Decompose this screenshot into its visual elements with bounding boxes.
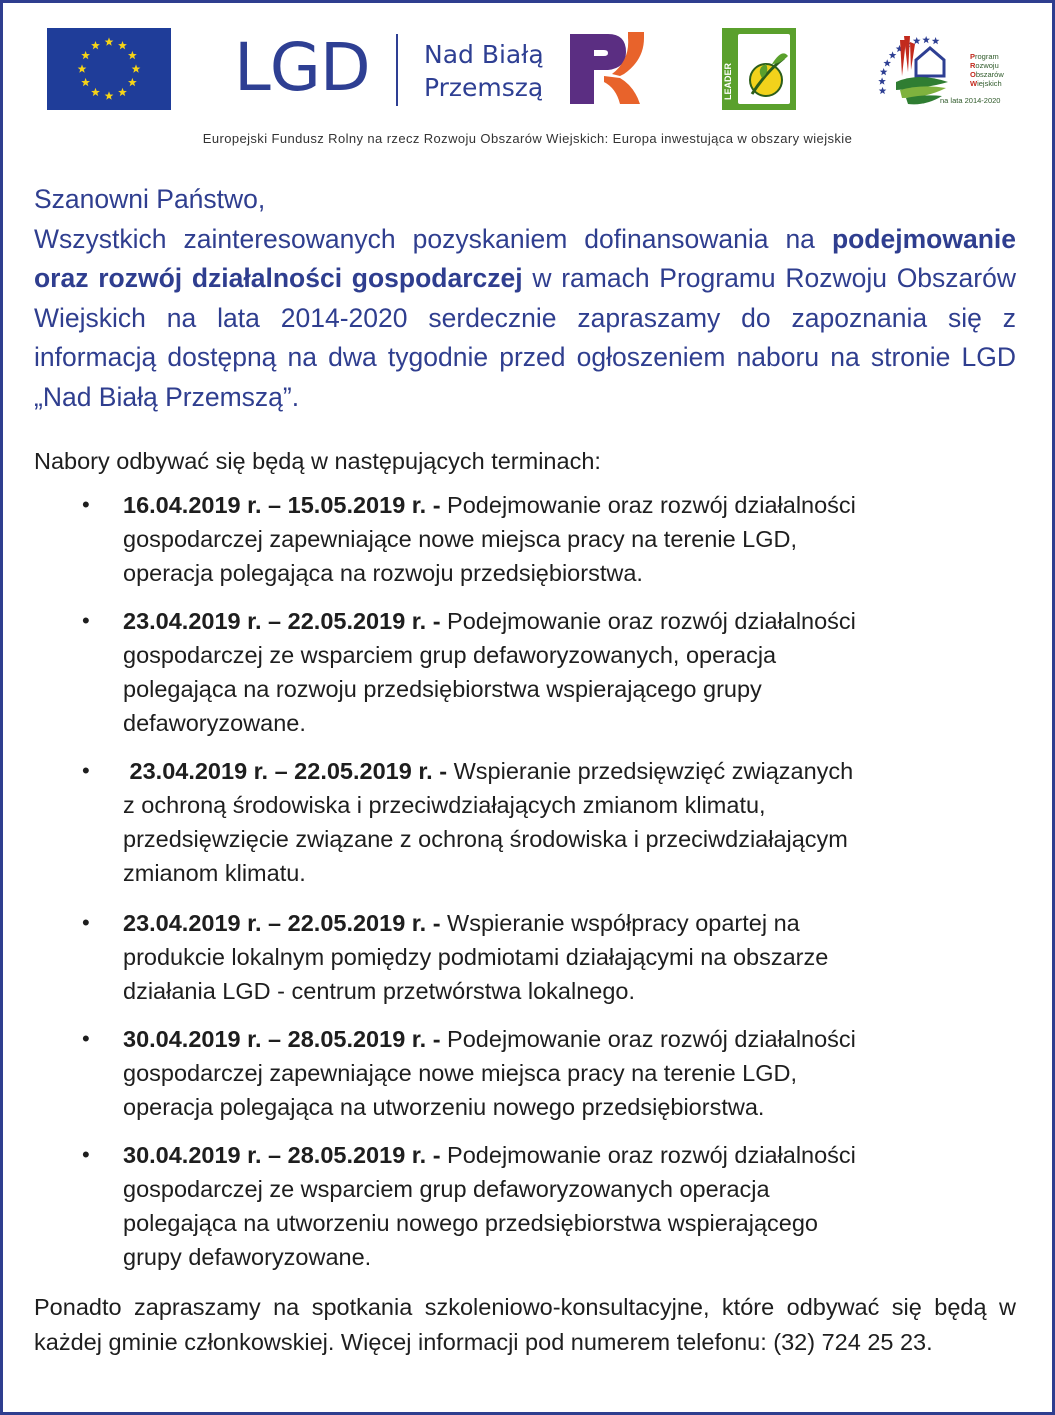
term-dates: 23.04.2019 r. – 22.05.2019 r. - [123,910,441,936]
fund-line: Europejski Fundusz Rolny na rzecz Rozwoju Obszarów Wiejskich: Europa inwestująca w obszary wiejskie [202,131,853,146]
eu-star-icon [128,78,137,86]
prow-star-icon [922,36,930,43]
term-dates: 30.04.2019 r. – 28.05.2019 r. - [123,1026,441,1052]
prow-line3: bszarów [975,70,1004,79]
eu-star-icon [91,41,100,49]
term-text [123,604,1003,740]
leader-logo [722,28,796,110]
prow-line4: iejskich [977,79,1002,88]
lgd-name-line2: Przemszą [424,73,544,102]
lgd-mark-icon [568,30,646,108]
prow-years: na lata 2014-2020 [940,96,1001,105]
term-dates: 23.04.2019 r. – 22.05.2019 r. - [123,608,441,634]
prow-line2: ozwoju [975,61,999,70]
bullet: • [82,910,90,935]
prow-star-icon [880,68,888,75]
term-text [123,1022,1003,1124]
term-text [123,1138,1003,1274]
term-line: gospodarczej zapewniające nowe miejsca pracy na terenie LGD, [123,526,798,552]
term-line: działania LGD - centrum przetwórstwa lokalnego. [123,978,636,1004]
eu-star-icon [81,51,90,59]
prow-star-icon [878,77,886,84]
eu-star-icon [81,78,90,86]
term-line: operacja polegająca na utworzeniu nowego przedsiębiorstwa. [123,1094,765,1120]
term-dates: 23.04.2019 r. – 22.05.2019 r. - [123,758,448,784]
lgd-divider [396,34,398,106]
prow-star-icon [883,59,891,66]
bullet: • [82,608,90,633]
term-line1: Podejmowanie oraz rozwój działalności [440,492,856,518]
lgd-name [424,38,544,104]
bullet: • [82,758,90,783]
eu-star-icon [105,37,114,45]
intro-part1: Wszystkich zainteresowanych pozyskaniem dofinansowania na [34,223,832,254]
leader-label: LEADER [723,62,733,100]
lgd-logo [234,30,654,110]
term-line: gospodarczej ze wsparciem grup defaworyzowanych, operacja [123,642,777,668]
prow-star-icon [913,37,921,44]
intro-part2: w ramach Programu Rozwoju Obszarów Wiejskich na lata 2014-2020 serdecznie zapraszamy do zapoznania się z informacją dostępną na dwa tygodnie przed ogłoszeniem naboru na stronie LGD „Nad Białą Przemszą”. [34,263,1016,412]
prow-program-text: Program Rozwoju Obszarów Wiejskich [970,52,1004,88]
term-line: polegająca na rozwoju przedsiębiorstwa wspierającego grupy [123,676,762,702]
eu-star-icon [105,91,114,99]
terms-lead: Nabory odbywać się będą w następujących terminach: [34,448,601,474]
intro-bold: podejmowanie oraz rozwój działalności gospodarczej [34,223,1016,293]
bullet: • [82,492,90,517]
eu-star-icon [132,64,141,72]
term-line1: Podejmowanie oraz rozwój działalności [440,608,856,634]
lgd-letters: LGD [234,29,370,106]
closing-paragraph: Ponadto zapraszamy na spotkania szkoleniowo-konsultacyjne, które odbywać się będą w każdej gminie członkowskiej. Więcej informacji pod numerem telefonu: (32) 724 25 23. [34,1294,1016,1355]
bullet: • [82,1026,90,1051]
prow-logo [866,26,1014,110]
term-line: gospodarczej ze wsparciem grup defaworyzowanych operacja [123,1176,770,1202]
term-line: zmianom klimatu. [123,860,306,886]
term-line: gospodarczej zapewniające nowe miejsca pracy na terenie LGD, [123,1060,798,1086]
prow-star-icon [879,87,887,94]
eu-star-icon [91,88,100,96]
term-text [123,906,1003,1008]
term-line1: Wspieranie przedsięwzięć związanych [447,758,854,784]
term-line: defaworyzowane. [123,710,306,736]
term-dates: 30.04.2019 r. – 28.05.2019 r. - [123,1142,441,1168]
term-line: produkcie lokalnym pomiędzy podmiotami działającymi na obszarze [123,944,829,970]
term-dates: 16.04.2019 r. – 15.05.2019 r. - [123,492,441,518]
eu-flag-icon [47,28,171,110]
prow-star-icon [889,51,897,58]
intro-paragraph [34,220,1016,418]
intro [34,180,1016,417]
eu-star-icon [118,41,127,49]
term-line1: Wspieranie współpracy opartej na [440,910,800,936]
term-line: grupy defaworyzowane. [123,1244,372,1270]
term-text [123,488,1003,590]
term-text [123,754,1003,890]
prow-star-icon [932,37,940,44]
lgd-name-line1: Nad Białą [424,40,544,69]
term-line: przedsięwzięcie związane z ochroną środowiska i przeciwdziałającym [123,826,848,852]
eu-star-icon [118,88,127,96]
eu-star-icon [128,51,137,59]
term-line1: Podejmowanie oraz rozwój działalności [440,1026,856,1052]
prow-line1: rogram [975,52,999,61]
term-line: polegająca na utworzeniu nowego przedsiębiorstwa wspierającego [123,1210,818,1236]
greeting: Szanowni Państwo, [34,184,266,214]
eu-star-icon [78,64,87,72]
term-line: z ochroną środowiska i przeciwdziałających zmianom klimatu, [123,792,766,818]
term-line: operacja polegająca na rozwoju przedsiębiorstwa. [123,560,643,586]
bullet: • [82,1142,90,1167]
term-line1: Podejmowanie oraz rozwój działalności [440,1142,856,1168]
